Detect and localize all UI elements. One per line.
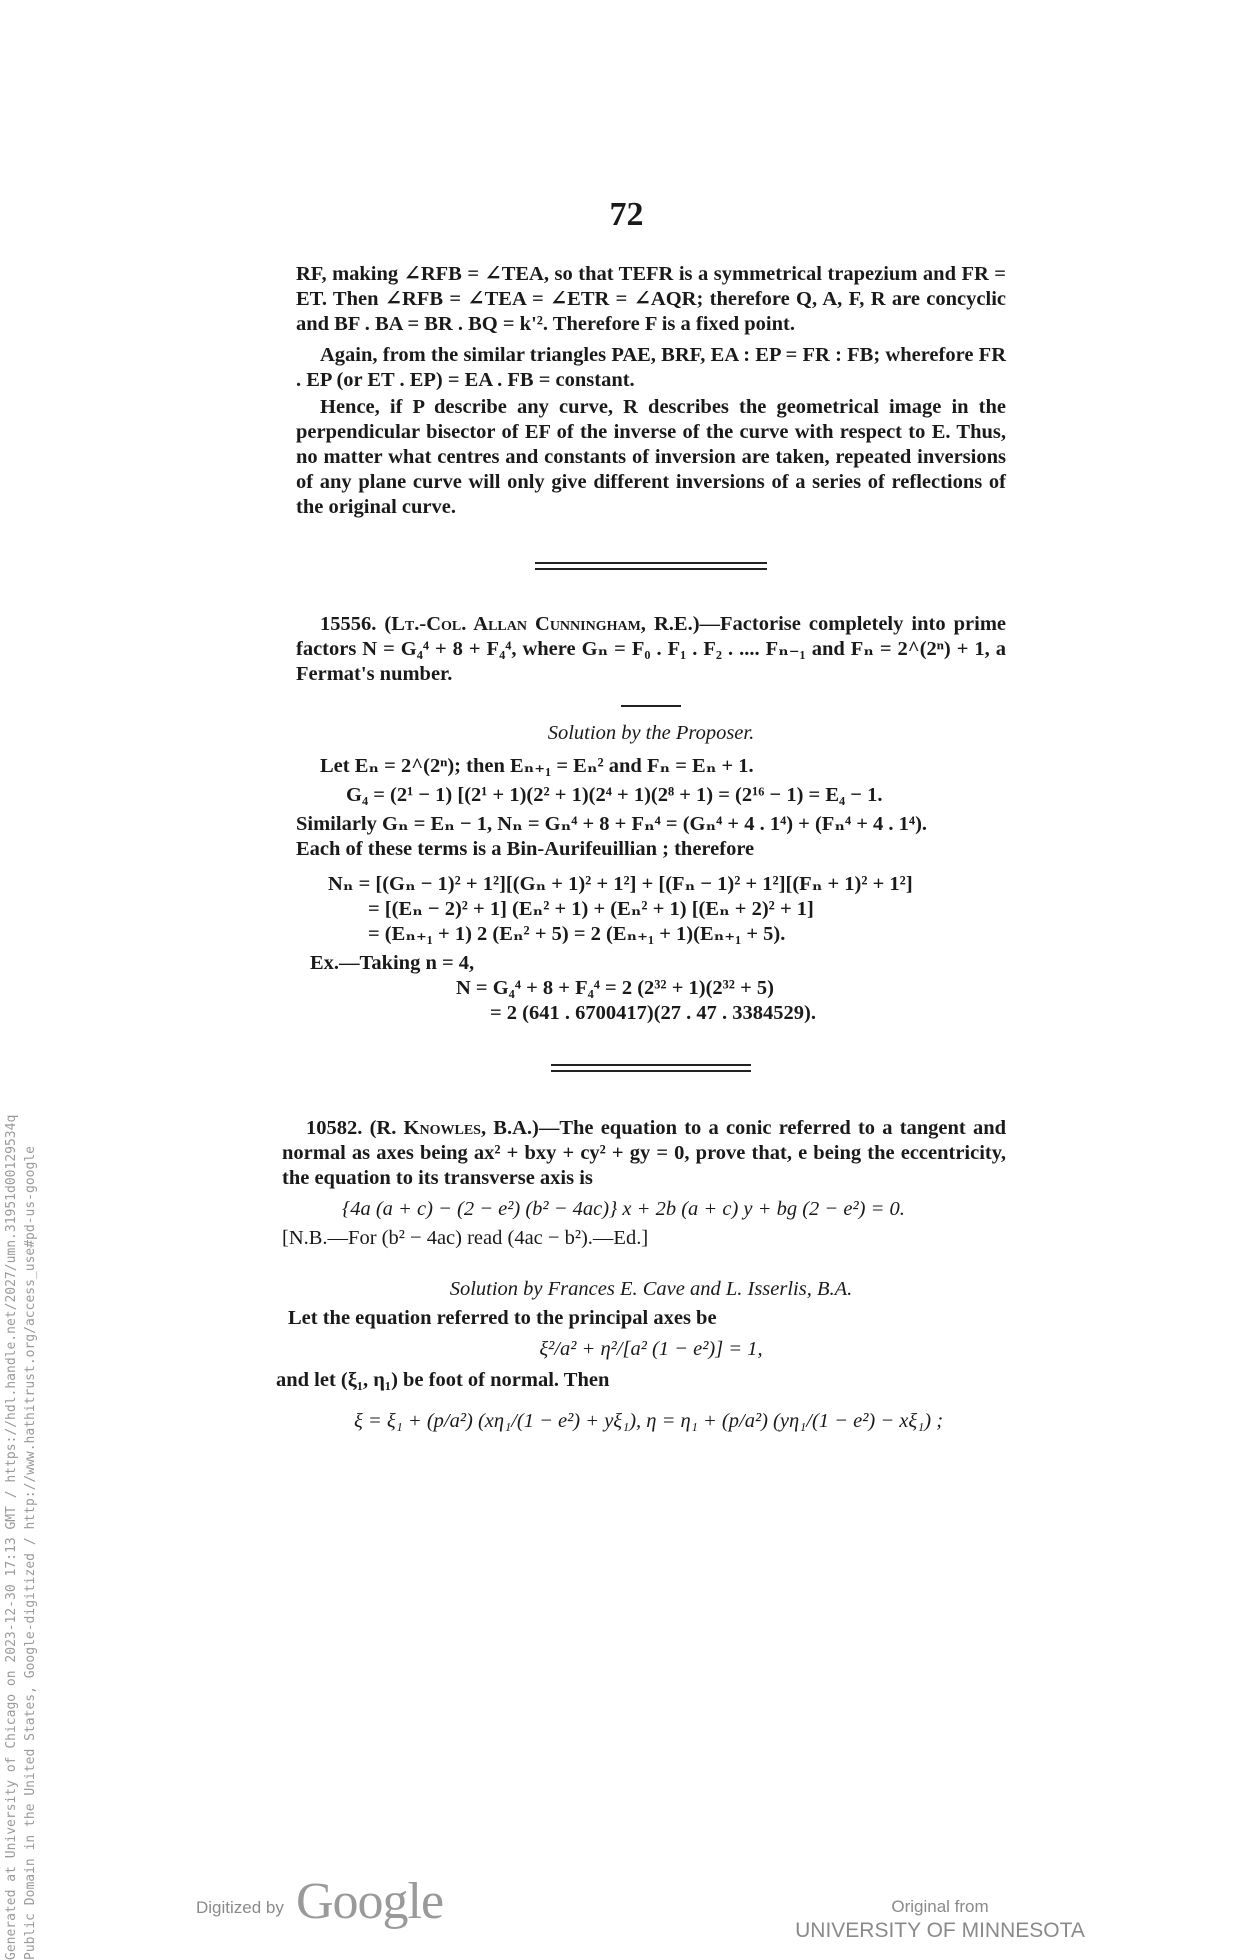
solution-line: Ex.—Taking n = 4, [310, 952, 475, 974]
problem-author: (R. Knowles, B.A.) [369, 1117, 539, 1139]
section-divider [535, 562, 767, 570]
solution-line: = [(Eₙ − 2)² + 1] (Eₙ² + 1) + (Eₙ² + 1) [(Eₙ + 2)² + 1] [368, 898, 814, 920]
section-divider [551, 1064, 751, 1072]
problem-text: —Factorise completely into prime factors N = G₄⁴ + 8 + F₄⁴, where Gₙ = F₀ . F₁ . F₂ . .... Fₙ₋₁ and Fₙ = 2^(2ⁿ) + 1, a Fermat's number. [296, 613, 1007, 685]
institution-name: UNIVERSITY OF MINNESOTA [795, 1919, 1085, 1942]
solution-line: Let Eₙ = 2^(2ⁿ); then Eₙ₊₁ = Eₙ² and Fₙ = Eₙ + 1. [320, 755, 754, 777]
solution-line: Nₙ = [(Gₙ − 1)² + 1²][(Gₙ + 1)² + 1²] + [(Fₙ − 1)² + 1²][(Fₙ + 1)² + 1²] [328, 873, 913, 895]
digitized-by-label: Digitized by [196, 1898, 284, 1917]
solution-line: = (Eₙ₊₁ + 1) 2 (Eₙ² + 5) = 2 (Eₙ₊₁ + 1)(Eₙ₊₁ + 5). [368, 923, 786, 945]
solution-line: G₄ = (2¹ − 1) [(2¹ + 1)(2² + 1)(2⁴ + 1)(2⁸ + 1) = (2¹⁶ − 1) = E₄ − 1. [346, 784, 883, 806]
original-from-block [790, 1896, 1090, 1944]
problem-statement [282, 1116, 1006, 1191]
continued-paragraph-1: RF, making ∠RFB = ∠TEA, so that TEFR is a symmetrical trapezium and FR = ET. Then ∠RFB = ∠TEA = ∠ETR = ∠AQR; therefore Q, A, F, R are concyclic and BF . BA = BR . BQ = k'². Therefore F is a fixed point. [296, 263, 1006, 335]
google-logo: Google [296, 1873, 444, 1930]
original-from-label: Original from [891, 1897, 989, 1916]
solution-heading: Solution by Frances E. Cave and L. Isserlis, B.A. [449, 1278, 853, 1300]
editor-note: [N.B.—For (b² − 4ac) read (4ac − b²).—Ed.] [282, 1227, 649, 1249]
equation: {4a (a + c) − (2 − e²) (b² − 4ac)} x + 2b (a + c) y + bg (2 − e²) = 0. [342, 1198, 905, 1220]
provenance-note [2, 960, 40, 1960]
page-number: 72 [609, 196, 644, 233]
solution-line: Let the equation referred to the principal axes be [288, 1307, 717, 1329]
solution-line: Similarly Gₙ = Eₙ − 1, Nₙ = Gₙ⁴ + 8 + Fₙ⁴ = (Gₙ⁴ + 4 . 1⁴) + (Fₙ⁴ + 4 . 1⁴). [296, 813, 928, 835]
page-content [276, 262, 1007, 1434]
provenance-line: Public Domain in the United States, Google-digitized / http://www.hathitrust.org/access_use#pd-us-google [23, 1146, 38, 1960]
solution-line: N = G₄⁴ + 8 + F₄⁴ = 2 (2³² + 1)(2³² + 5) [456, 977, 774, 999]
equation: ξ = ξ₁ + (p/a²) (xη₁/(1 − e²) + yξ₁), η = η₁ + (p/a²) (yη₁/(1 − e²) − xξ₁) ; [354, 1410, 944, 1432]
problem-text: —The equation to a conic referred to a tangent and normal as axes being ax² + bxy + cy² + gy = 0, prove that, e being the eccentricity, the equation to its transverse axis is [282, 1117, 1007, 1189]
problem-statement [296, 612, 1006, 687]
solution-heading: Solution by the Proposer. [547, 722, 755, 744]
continued-paragraph-3: Hence, if P describe any curve, R describes the geometrical image in the perpendicular bisector of EF of the inverse of the curve with respect to E. Thus, no matter what centres and constants of inversion are taken, repeated inversions of any plane curve will only give different inversions of a series of reflections of the original curve. [296, 396, 1006, 518]
solution-line: and let (ξ₁, η₁) be foot of normal. Then [276, 1369, 610, 1391]
equation: ξ²/a² + η²/[a² (1 − e²)] = 1, [539, 1338, 763, 1360]
solution-line: = 2 (641 . 6700417)(27 . 47 . 3384529). [490, 1002, 816, 1024]
solution-line: Each of these terms is a Bin-Aurifeuillian ; therefore [296, 838, 755, 860]
problem-author: (Lt.-Col. Allan Cunningham, R.E.) [384, 613, 700, 635]
continued-paragraph-2: Again, from the similar triangles PAE, BRF, EA : EP = FR : FB; wherefore FR . EP (or ET . EP) = EA . FB = constant. [296, 344, 1006, 391]
problem-number: 10582. [306, 1117, 363, 1139]
problem-number: 15556. [320, 613, 377, 635]
provenance-line: Generated at University of Chicago on 2023-12-30 17:13 GMT / https://hdl.handle.net/2027/umn.31951d00129534q [4, 1114, 19, 1960]
